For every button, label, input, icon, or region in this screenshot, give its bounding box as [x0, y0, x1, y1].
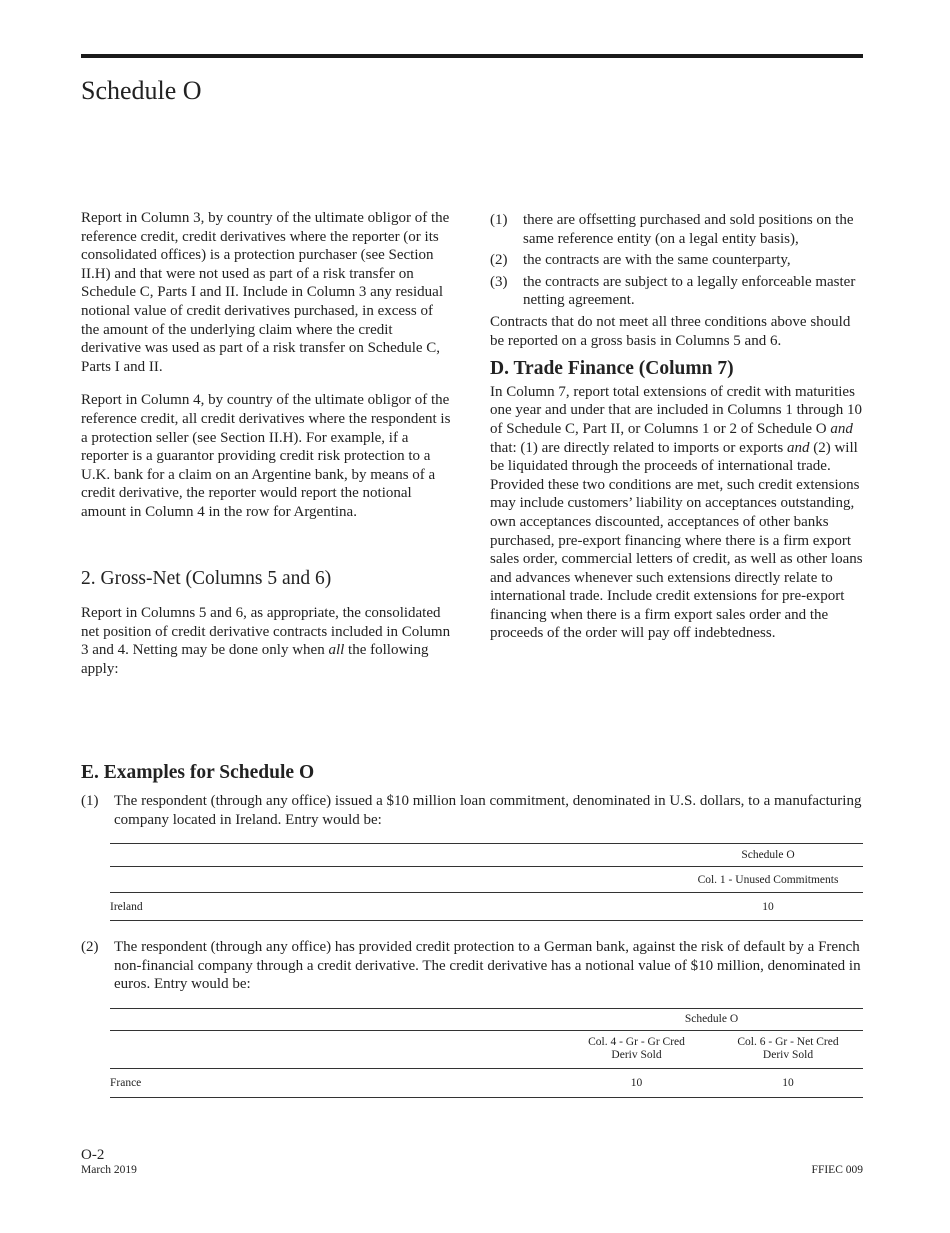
column-header: Col. 4 - Gr - Gr Cred Deriv Sold — [560, 1030, 713, 1068]
table-title: Schedule O — [673, 844, 863, 867]
gross-net-paragraph: Report in Columns 5 and 6, as appropriate, the consolidated net position of credit derivative contracts included in Column 3 and 4. Netting may be done only when all the following apply: — [81, 605, 451, 677]
list-item: (3) the contracts are subject to a legally enforceable master netting agreement. — [490, 273, 856, 309]
example-1-table — [110, 843, 863, 921]
column3-paragraph: Report in Column 3, by country of the ultimate obligor of the reference credit, credit derivatives where the reporter (or its consolidated offices) is a protection purchaser (see Section II.H) and that were not used as part of a risk transfer on Schedule C, Parts I and II. Include in Column 3 any residual notional value of credit derivatives purchased, in excess of the amount of the underlying claim where the credit derivative was used as part of a risk transfer on Schedule C, Parts I and II. — [81, 210, 450, 375]
example-2: (2) The respondent (through any office) has provided credit protection to a German bank, against the risk of default by a French non-financial company through a credit derivative. The credit derivative has a notional value of $10 million, denominated in euros. Entry would be: — [81, 939, 861, 993]
cell-value: 10 — [713, 1068, 863, 1097]
trade-finance-heading: D. Trade Finance (Column 7) — [490, 358, 734, 380]
cell-value: 10 — [673, 893, 863, 921]
footer-left — [81, 1147, 137, 1177]
example-1: (1) The respondent (through any office) issued a $10 million loan commitment, denominated in U.S. dollars, to a manufacturing company located in Ireland. Entry would be: — [81, 793, 862, 828]
list-item: (2) the contracts are with the same counterparty, — [490, 252, 791, 269]
page-title: Schedule O — [81, 76, 202, 105]
revision-date: March 2019 — [81, 1164, 137, 1176]
column-header: Col. 1 - Unused Commitments — [673, 867, 863, 893]
netting-conditions-list — [490, 211, 863, 310]
cell-value: 10 — [560, 1068, 713, 1097]
column-header: Col. 6 - Gr - Net Cred Deriv Sold — [713, 1030, 863, 1068]
page-number: O-2 — [81, 1147, 105, 1163]
trade-finance-paragraph: In Column 7, report total extensions of credit with maturities one year and under that are included in Columns 1 through 10 of Schedule C, Part II, or Columns 1 or 2 of Schedule O and that: (1) are directly related to imports or exports and (2) will be liquidated through the proceeds of international trade. Provided these two conditions are met, such credit extensions may include customers’ liability on acceptances outstanding, own acceptances discounted, acceptances of other banks purchased, pre-export financing where there is a firm export sales order, commercial letters of credit, as well as other loans and advances whenever such extensions directly relate to international trade. Include credit extensions for pre-export financing when there is a firm export sales order and the proceeds of the order will pay off indebtedness. — [490, 383, 863, 642]
examples-heading: E. Examples for Schedule O — [81, 762, 315, 783]
left-column — [81, 209, 455, 678]
row-label: France — [110, 1068, 560, 1097]
gross-basis-paragraph: Contracts that do not meet all three conditions above should be reported on a gross basis in Columns 5 and 6. — [490, 313, 851, 349]
examples-section — [81, 762, 863, 1098]
example-2-table — [110, 1008, 863, 1098]
right-column — [490, 211, 863, 643]
form-name: FFIEC 009 — [811, 1164, 863, 1176]
row-label: Ireland — [110, 893, 673, 921]
table-title: Schedule O — [560, 1008, 863, 1030]
top-rule — [81, 54, 863, 58]
gross-net-heading: 2. Gross-Net (Columns 5 and 6) — [81, 567, 332, 589]
list-item: (1) there are offsetting purchased and sold positions on the same reference entity (on a legal entity basis), — [490, 212, 854, 247]
column4-paragraph: Report in Column 4, by country of the ultimate obligor of the reference credit, all credit derivatives where the respondent is a protection seller (see Section II.H). For example, if a reporter is a guarantor providing credit risk protection to a U.K. bank for a claim on an Argentine bank, by means of a credit derivative, the reporter would report the notional amount in Column 4 in the row for Argentina. — [81, 392, 451, 520]
